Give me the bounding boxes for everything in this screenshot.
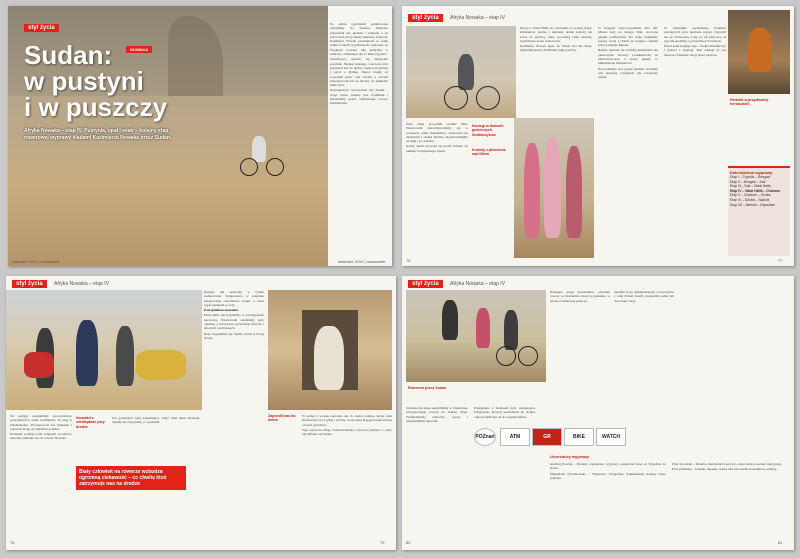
participants-box [550, 454, 790, 538]
participants-text-1: Andrzej Pawlak – Poznań, organizator wyprawy, przejechał trasę od Trypolisu do Kairu. Magdalena Nowakowska – Warszawa, fotografka, dokumentuje kolejne etapy podróży. [550, 462, 666, 480]
section-tag: styl życia [408, 280, 443, 288]
spread-3 [6, 276, 396, 550]
section-tag: styl życia [24, 24, 59, 32]
photo-caption-1: Rowerem przez Sudan [408, 386, 447, 390]
calendar-item: Etap II – Bengazi – Kair [730, 179, 766, 184]
page-number-right: 81 [778, 540, 783, 545]
section-tag: styl życia [408, 14, 443, 22]
running-header: Afryka Nowaka – etap IV [54, 281, 110, 287]
calendar-item: Etap V – Chartum – Dżuba [730, 193, 771, 198]
article-column-1: Nasz szlak prowadził wzdłuż Nilu. Wieczorami zatrzymywaliśmy się w wioskach, gdzie mieszkańcy częstowali nas daktylami i słodką herbatą. Rozmawialiśmy na migi i po arabsku. Każdy dzień zaczynał się przed świtem, by uniknąć największego upału. [406, 122, 468, 153]
article-column-2: Ich gościnność była zaskakująca. Choć sami mieli niewiele, dzielili się wszystkim, co posiadali. [112, 416, 200, 425]
article-column-4: Sztafeta liczy kilkudziesięciu rowerzystów z całej Polski. Każdy przejeżdża jeden lub dwa etapy trasy. [614, 290, 674, 303]
cyclist-figure [238, 136, 288, 176]
sponsor-logo: ATM [500, 428, 530, 446]
article-column-3: Następna grupa uczestników przejmie rowery w Chartumie i ruszy na południe, w stronę równikowej puszczy. [550, 290, 610, 303]
lead-text: Afryka Nowaka – etap IV. Pustynia, upał i wiatr – kolejny etap rowerowej wyprawy śladami Kazimierza Nowaka przez Sudan. [24, 128, 172, 141]
running-header: Afryka Nowaka – etap IV [450, 281, 506, 287]
article-column-2: Droga z Wadi Halfa do Chartumu to ponad tysiąc kilometrów piachu i kamieni. Asfalt kończy się zaraz za granicą, dalej prowadzą tylko koleiny wyżłobione przez ciężarówki. Kazimierz Nowak pisał, że Sudan był dla niego najtrudniejszym odcinkiem całej podróży. [520, 26, 592, 53]
nomads-camels-photo [6, 290, 202, 410]
article-column-4: W Chartumie spotkaliśmy Polaków pracujących przy budowie zapory. Ugościli nas po królewsku, a my po raz pierwszy od tygodni spaliśmy w prawdziwych łóżkach. Przed nami kolejny etap – Sudan Południowy i granica z Ugandą. Tam czekają na nas deszcze i błotniste drogi przez puszczę. [664, 26, 726, 57]
page-number-right: 79 [380, 540, 385, 545]
photo-caption-1: Nomadzi z wielbłądami przy drodze [76, 416, 105, 429]
page-number-left: 80 [406, 540, 411, 545]
sponsor-logo: WATCH [596, 428, 626, 446]
calendar-item: Etap I – Trypolis – Bengazi [730, 175, 771, 179]
sponsor-logo: BIKE [564, 428, 594, 446]
calendar-box [728, 166, 790, 256]
article-column-4: W jednej z wiosek zaprosiła nas do domu rodzina, której dom zbudowany był z gliny i trzciny. Gospodyni przygotowała kolację z fasoli i placków. Tego wieczoru długo rozmawialiśmy o życiu na pustyni i o tym, jak zmienia się Sudan. [302, 414, 392, 437]
calendar-box-title: Kalendarium wyprawy [730, 170, 773, 175]
spread-2 [402, 6, 794, 266]
spread-1 [8, 6, 392, 266]
article-column-2: Pożegnanie z Sudanem było wzruszające. Przyjaciele, których poznaliśmy po drodze, odprowadzili nas aż do rogatek miasta. [474, 406, 536, 419]
participants-box-title: Uczestnicy wyprawy [550, 454, 589, 459]
article-column-1: Na pustyni spotkaliśmy koczowników prowadzących stada wielbłądów na targ w Omdurmanie. Poczęstowali nas mlekiem i pokazali drogę do najbliższej studni. Nomadzi wędrują tymi szlakami od stuleci, niewiele zmieniło się od czasów Nowaka. [10, 414, 72, 441]
page-number-right: 77 [778, 258, 783, 263]
tea-house-photo [728, 10, 790, 94]
cyclist-rest-photo [406, 26, 516, 118]
article-column-3: W Dongoli odpoczywaliśmy dwa dni. Miasto leży na brzegu Nilu, otoczone gajami palmowymi. Na targu kupiliśmy zapasy wody i chleba na kolejny odcinek przez pustynię Bajuda. Bajuda okazała się bardziej kamienista niż piaszczysta. Rowery podskakiwały na nierównościach, a opony pękały co kilkadziesiąt kilometrów. Nocowaliśmy pod gołym niebem. Gwiazdy nad pustynią wyglądały jak rozsypany cukier. [598, 26, 658, 80]
participants-text-2: Piotr Kowalski – Kraków, mechanik rowerowy, odpowiada za sprzęt całej grupy. Ewa Zielińska – Gdańsk, lekarka, czuwa nad zdrowiem uczestników sztafety. [672, 462, 782, 472]
photo-caption-2: Zaprosili nas do domu [268, 414, 296, 423]
page-number-left: 76 [406, 258, 411, 263]
woman-doorway-photo [268, 290, 392, 410]
calendar-item: Etap IV – Wadi Halfa – Chartum [730, 188, 781, 193]
sponsor-logo: GR [532, 428, 562, 446]
page-number-left: kwiecień 2010 | newsweek [12, 259, 60, 264]
series-badge: NOWAKA [126, 46, 152, 53]
photo-caption-2: Kobiety z plemienia nad Nilem [472, 148, 506, 157]
sponsor-strip [474, 428, 674, 448]
headline-line-2: w pustyni [24, 66, 144, 96]
page-number-right: kwiecień 2010 | newsweek [338, 259, 386, 264]
pull-quote: Biały człowiek na rowerze wzbudza ogromną ciekawość – co chwilę ktoś zatrzymuje nas na drodze [76, 466, 186, 490]
headline [24, 42, 167, 120]
spread-4 [402, 276, 794, 550]
headline-line-3: i w puszczy [24, 92, 168, 122]
group-cyclists-photo [406, 290, 546, 382]
section-tag: styl życia [12, 280, 47, 288]
headline-line-1: Sudan: [24, 40, 113, 70]
running-header: Afryka Nowaka – etap IV [450, 15, 506, 21]
sponsor-logo: POZnań [474, 428, 496, 446]
page-number-left: 78 [10, 540, 15, 545]
section-heading: Pod opiekiem nomadów [204, 308, 239, 313]
calendar-item: Etap VII – Nairobi – Kapsztad [730, 202, 775, 207]
photo-caption-1: Noclegi w domach gościnnych Sudańczyków [472, 124, 504, 137]
article-column-1: Po ośmiu tygodniach pedałowania dotarliśmy do Sudanu. Pustynia przywitała nas upałem i wiatrem, a na poboczach drogi leżały szkielety zwierząt. Kazimierz Nowak przemierzał te same szlaki w latach trzydziestych, samotnie, na zwykłym rowerze. My jedziemy w sztafecie, zmieniając się co kilka tygodni. Sudańczycy okazali się niezwykle gościnni. Niemal każdego wieczoru ktoś zapraszał nas do domu, częstował herbatą i pytał o Polskę. Dzieci biegły za rowerami przez całe wioski, a dorośli zatrzymywali nas na drodze, by zamienić kilka słów. Największym wyzwaniem był piasek – drogi często znikały pod wydmami i musieliśmy pchać obładowane rowery kilometrami. [330, 22, 388, 106]
calendar-item: Etap VI – Dżuba – Nairobi [730, 197, 770, 202]
women-photo [514, 118, 594, 258]
article-column-3: Kolejne dni upływały w rytmie pedałowania. Temperatura w południe przekraczała czterdzieści stopni, a wiatr sypał piaskiem w oczy. Pod opiekiem nomadów Przez kilka dni jechaliśmy w towarzystwie karawany. Wieczorami siadaliśmy przy ognisku, a starszyzna opowiadała historie o dawnych wędrówkach. Rano żegnaliśmy się i każdy ruszał w swoją stronę. [204, 290, 264, 340]
calendar-item: Etap III – Kair – Wadi Halfa [730, 184, 771, 189]
article-column-1: Ostatnie dni etapu spędziliśmy w Chartumie, przygotowując rowery do dalszej drogi. Wymieniliśmy łańcuchy, opony i uzupełniliśmy apteczki. [406, 406, 468, 423]
photo-caption-3: Herbata w przydrożnej herbaciarni [730, 98, 769, 107]
